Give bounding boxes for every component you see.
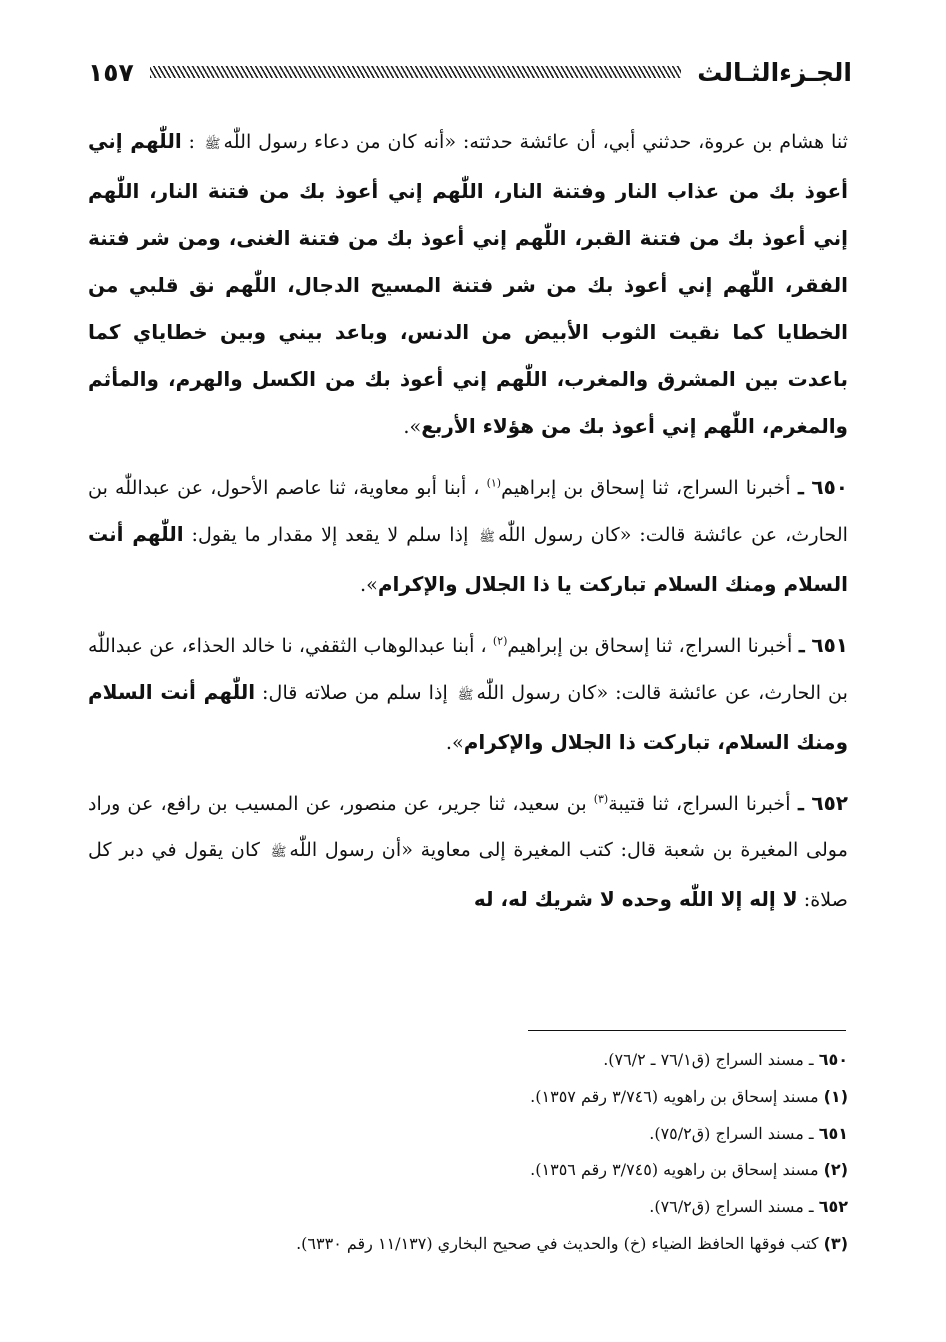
narration-text: ».: [359, 573, 378, 596]
footnote-item: ٦٥١ ـ مسند السراج (ق٧٥/٢).: [649, 1123, 848, 1143]
hadith-paragraph: ٦٥١ ـ أخبرنا السراج، ثنا إسحاق بن إبراهيم$^{(٢)}$ ، أبنا عبدالوهاب الثقفي، نا خالد الحذاء، عن عبداللّٰه بن الحارث، عن عائشة قالت: «كان رسول اللّٰهﷺ إذا سلم من صلاته قال: اللّٰهم أنت السلام ومنك السلام، تباركت ذا الجلال والإكرام».: [88, 633, 849, 754]
narration-text: ».: [445, 731, 464, 754]
running-title: الجـزءالثـالث: [697, 57, 852, 87]
footnote-text: مسند السراج (ق٧٦/٢).: [649, 1197, 804, 1217]
supplication-text: اللّٰهم إني أعوذ بك من عذاب النار وفتنة النار، اللّٰهم إني أعوذ بك من فتنة النار، اللّٰهم إني أعوذ بك من فتنة القبر، اللّٰهم إني أعوذ بك من فتنة الغنى، ومن شر فتنة الفقر، اللّٰهم إني أعوذ بك من شر فتنة المسيح الدجال، اللّٰهم نق قلبي من الخطايا كما نقيت الثوب الأبيض من الدنس، وباعد بيني وبين خطاياي كما باعدت بين المشرق والمغرب، اللّٰهم إني أعوذ بك من الكسل والهرم، والمأثم والمغرم، اللّٰهم إني أعوذ بك من هؤلاء الأربع: [88, 129, 848, 438]
supplication-text: اللّٰهم أنت السلام ومنك السلام تباركت يا ذا الجلال والإكرام: [88, 522, 848, 596]
salutation-glyph: ﷺ: [457, 688, 474, 703]
hadith-number: ٦٥١: [811, 633, 849, 657]
narration-text: ، أبنا أبو معاوية، ثنا عاصم الأحول، عن عبداللّٰه بن الحارث، عن عائشة قالت: «كان رسول اللّٰه: [88, 476, 848, 546]
narration-text: أخبرنا السراج، ثنا قتيبة: [608, 792, 791, 815]
hadith-number: ٦٥٢: [811, 791, 848, 815]
hadith-paragraph: ٦٥٢ ـ أخبرنا السراج، ثنا قتيبة$^{(٣)}$ بن سعيد، ثنا جرير، عن منصور، عن المسيب بن رافع، عن وراد مولى المغيرة بن شعبة قال: كتب المغيرة إلى معاوية «أن رسول اللّٰهﷺ كان يقول في دبر كل صلاة: لا إله إلا اللّٰه وحده لا شريك له، له: [88, 791, 848, 911]
narration-text: :: [181, 130, 195, 153]
footnote-marker: (١): [486, 476, 502, 490]
footnote-number: (١): [823, 1086, 848, 1106]
hadith-paragraph: ٦٥٠ ـ أخبرنا السراج، ثنا إسحاق بن إبراهيم$^{(١)}$ ، أبنا أبو معاوية، ثنا عاصم الأحول، عن عبداللّٰه بن الحارث، عن عائشة قالت: «كان رسول اللّٰهﷺ إذا سلم لا يقعد إلا مقدار ما يقول: اللّٰهم أنت السلام ومنك السلام تباركت يا ذا الجلال والإكرام».: [88, 475, 849, 596]
narration-text: بن سعيد، ثنا جرير، عن منصور، عن المسيب بن رافع، عن وراد مولى المغيرة بن شعبة قال: كتب المغيرة إلى معاوية «أن رسول اللّٰه: [88, 792, 848, 861]
footnote-text: مسند إسحاق بن راهويه (٣/٧٤٥ رقم ١٣٥٦).: [530, 1160, 819, 1180]
footnote-number: ٦٥١: [818, 1123, 848, 1143]
footnote-item: [88, 1079, 848, 1116]
narration-text: أخبرنا السراج، ثنا إسحاق بن إبراهيم: [507, 634, 793, 657]
footnote-number: ٦٥٢: [818, 1197, 848, 1217]
footnote-separator: [528, 1030, 846, 1031]
narration-text: ثنا هشام بن عروة، حدثني أبي، أن عائشة حدثته: «أنه كان من دعاء رسول اللّٰه: [223, 130, 848, 153]
footnote-item: ٦٥٠ ـ مسند السراج (ق٧٦/١ ـ ٧٦/٢).: [603, 1050, 848, 1069]
footnote-item: ٦٥٢ ـ مسند السراج (ق٧٦/٢).: [649, 1197, 848, 1217]
footnote-item: [88, 1152, 848, 1189]
narration-text: أخبرنا السراج، ثنا إسحاق بن إبراهيم: [501, 476, 791, 499]
narration-text: ، أبنا عبدالوهاب الثقفي، نا خالد الحذاء، عن عبداللّٰه بن الحارث، عن عائشة قالت: «كان رسول اللّٰه: [88, 634, 848, 704]
footnote-text: كتب فوقها الحافظ الضياء (خ) والحديث في صحيح البخاري (١١/١٣٧ رقم ٦٣٣٠).: [296, 1233, 819, 1253]
salutation-glyph: ﷺ: [479, 530, 495, 545]
salutation-glyph: ﷺ: [204, 137, 221, 152]
footnotes: [88, 1042, 848, 1263]
supplication-text: لا إله إلا اللّٰه وحده لا شريك له، له: [473, 887, 798, 911]
footnote-marker: (٢): [492, 634, 508, 648]
footnote-number: (٢): [823, 1160, 848, 1180]
hadith-paragraph: [88, 118, 848, 450]
footnote-number: (٣): [823, 1233, 848, 1253]
footnote-item: [88, 1226, 848, 1263]
footnote-marker: (٣): [593, 792, 609, 806]
narration-text: ».: [403, 415, 422, 438]
hadith-number: ٦٥٠: [811, 475, 849, 499]
narration-text: إذا سلم من صلاته قال:: [255, 681, 448, 704]
footnote-text: مسند السراج (ق٧٥/٢).: [649, 1123, 804, 1143]
footnote-text: مسند إسحاق بن راهويه (٣/٧٤٦ رقم ١٣٥٧).: [530, 1086, 819, 1106]
narration-text: كان يقول في دبر كل صلاة:: [88, 838, 848, 911]
footnote-number: ٦٥٠: [818, 1050, 848, 1069]
narration-text: إذا سلم لا يقعد إلا مقدار ما يقول:: [183, 523, 469, 546]
header-rule: [150, 66, 681, 78]
supplication-text: اللّٰهم أنت السلام ومنك السلام، تباركت ذا الجلال والإكرام: [88, 680, 848, 754]
salutation-glyph: ﷺ: [270, 845, 287, 860]
main-text: [88, 118, 848, 937]
page-number: ١٥٧: [88, 57, 134, 87]
footnote-text: مسند السراج (ق٧٦/١ ـ ٧٦/٢).: [603, 1050, 804, 1069]
page-header: [88, 52, 852, 92]
